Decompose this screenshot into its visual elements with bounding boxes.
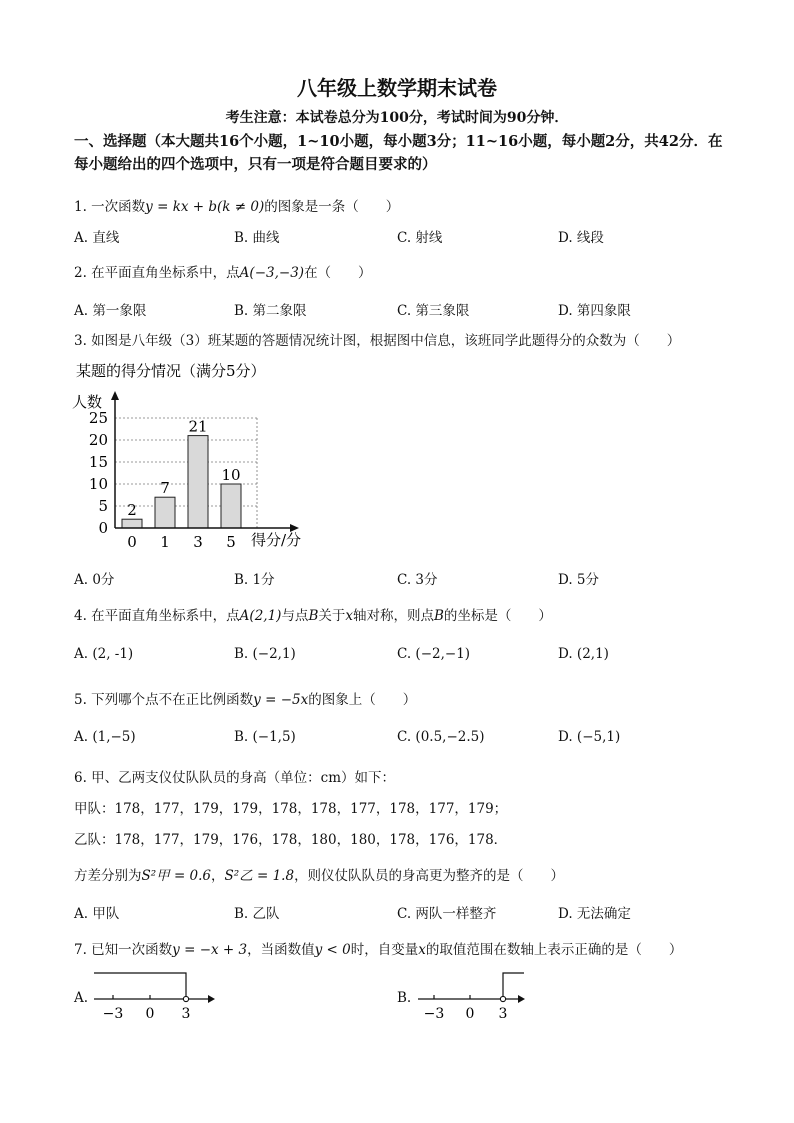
q6-option-b[interactable]: B. 乙队 — [234, 906, 280, 922]
y-tick-label: 5 — [98, 497, 108, 515]
question-6: 6. 甲、乙两支仪仗队队员的身高（单位：cm）如下： — [74, 770, 396, 786]
bar-data-label: 7 — [160, 479, 170, 498]
q7-mid: ，当函数值 — [247, 942, 315, 958]
question-1 — [74, 195, 399, 215]
q7a-tick-neg3: −3 — [102, 1006, 124, 1022]
q2-suffix: 在（ ） — [304, 265, 372, 281]
q4-formula: A(2,1) — [239, 608, 282, 624]
bar — [122, 519, 142, 528]
q3-option-b[interactable]: B. 1分 — [234, 572, 275, 588]
bar-data-label: 21 — [188, 417, 208, 436]
chart-ylabel: 人数 — [72, 393, 103, 411]
q2-option-c[interactable]: C. 第三象限 — [397, 303, 470, 319]
q7-prefix: 7. 已知一次函数 — [74, 942, 173, 958]
q3-option-d[interactable]: D. 5分 — [558, 572, 600, 588]
q4-mid2: 关于 — [318, 608, 346, 624]
q7a-tick-0: 0 — [145, 1006, 155, 1022]
q7b-tick-0: 0 — [465, 1006, 475, 1022]
bar-data-label: 2 — [127, 501, 137, 520]
q4-suffix2: 的坐标是（ ） — [443, 608, 552, 624]
chart-bars — [122, 418, 241, 528]
chart-title: 某题的得分情况（满分5分） — [76, 362, 266, 380]
q7-suffix2: 的取值范围在数轴上表示正确的是（ ） — [425, 942, 683, 958]
q6-option-d[interactable]: D. 无法确定 — [558, 906, 631, 922]
question-5 — [74, 688, 416, 708]
y-tick-label: 0 — [98, 519, 108, 537]
q5-option-a[interactable]: A. (1,−5) — [74, 729, 136, 745]
q6-team-b-data: 乙队：178，177，179，176，178，180，180，178，176，178． — [74, 832, 508, 848]
q2-option-d[interactable]: D. 第四象限 — [558, 303, 631, 319]
chart-xlabel: 得分/分 — [251, 531, 302, 549]
q6-option-a[interactable]: A. 甲队 — [74, 906, 120, 922]
q6-variance-line — [74, 864, 564, 884]
q7-formula: y = −x + 3 — [172, 942, 248, 958]
y-tick-label: 15 — [88, 453, 108, 471]
q3-option-c[interactable]: C. 3分 — [397, 572, 438, 588]
q4-suffix: 轴对称，则点 — [352, 608, 434, 624]
q7-option-b-label[interactable]: B. — [397, 990, 412, 1006]
q1-option-b[interactable]: B. 曲线 — [234, 230, 280, 246]
q2-formula: A(−3,−3) — [239, 265, 305, 281]
q7b-tick-3: 3 — [498, 1006, 508, 1022]
q7-option-b-number-line[interactable] — [412, 966, 542, 1022]
q7b-tick-neg3: −3 — [423, 1006, 445, 1022]
q7a-tick-3: 3 — [181, 1006, 191, 1022]
x-tick-label: 5 — [226, 533, 236, 551]
bar — [155, 497, 175, 528]
q6-variance-b: S²乙 = 1.8 — [224, 868, 295, 884]
q1-prefix: 1. 一次函数 — [74, 199, 146, 215]
q2-prefix: 2. 在平面直角坐标系中，点 — [74, 265, 240, 281]
q4-option-a[interactable]: A. (2, -1) — [74, 646, 134, 662]
section-heading: 一、选择题（本大题共16个小题，1~10小题，每小题3分；11~16小题，每小题2分，共42分．在每小题给出的四个选项中，只有一项是符合题目要求的） — [74, 133, 723, 173]
q3-option-a[interactable]: A. 0分 — [74, 572, 115, 588]
y-axis-arrow — [111, 391, 119, 400]
q4-mid1: 与点 — [281, 608, 309, 624]
q2-option-b[interactable]: B. 第二象限 — [234, 303, 307, 319]
q4-axis: x — [345, 608, 353, 624]
exam-title: 八年级上数学期末试卷 — [297, 76, 497, 100]
q7-option-a-label[interactable]: A. — [74, 990, 89, 1006]
q7-variable: x — [418, 942, 426, 958]
bar-data-label: 10 — [221, 466, 241, 484]
x-tick-label: 0 — [127, 533, 137, 551]
q4-option-c[interactable]: C. (−2,−1) — [397, 646, 471, 662]
q4-point-b: B — [308, 608, 319, 624]
q6-variance-a: S²甲 = 0.6 — [141, 868, 212, 884]
q4-option-d[interactable]: D. (2,1) — [558, 646, 609, 662]
y-tick-label: 20 — [88, 431, 108, 449]
q6-option-c[interactable]: C. 两队一样整齐 — [397, 906, 497, 922]
q5-prefix: 5. 下列哪个点不在正比例函数 — [74, 692, 254, 708]
q5-formula: y = −5x — [253, 692, 309, 708]
q5-option-b[interactable]: B. (−1,5) — [234, 729, 296, 745]
question-2 — [74, 261, 372, 281]
question-7 — [74, 938, 682, 958]
q1-suffix: 的图象是一条（ ） — [264, 199, 400, 215]
q1-formula: y = kx + b(k ≠ 0) — [145, 199, 265, 215]
q5-option-c[interactable]: C. (0.5,−2.5) — [397, 729, 485, 745]
bar — [221, 484, 241, 528]
question-4 — [74, 604, 552, 624]
q4-point-b2: B — [433, 608, 444, 624]
q6-separator: ， — [211, 868, 225, 884]
q6-team-a-data: 甲队：178，177，179，179，178，178，177，178，177，179； — [74, 801, 508, 817]
q6-variance-prefix: 方差分别为 — [74, 868, 142, 884]
q5-suffix: 的图象上（ ） — [308, 692, 417, 708]
q7-condition: y < 0 — [314, 942, 351, 958]
exam-notice: 考生注意：本试卷总分为100分，考试时间为90分钟． — [225, 110, 569, 126]
bar — [188, 436, 208, 528]
q7-suffix: 时，自变量 — [350, 942, 419, 958]
q4-prefix: 4. 在平面直角坐标系中，点 — [74, 608, 240, 624]
q1-option-a[interactable]: A. 直线 — [74, 230, 120, 246]
q4-option-b[interactable]: B. (−2,1) — [234, 646, 296, 662]
q1-option-d[interactable]: D. 线段 — [558, 230, 604, 246]
score-bar-chart — [70, 358, 330, 558]
x-tick-label: 1 — [160, 533, 170, 551]
q2-option-a[interactable]: A. 第一象限 — [74, 303, 147, 319]
y-tick-label: 25 — [88, 409, 108, 427]
q7-option-a-number-line[interactable] — [88, 966, 218, 1022]
q6-variance-suffix: ，则仪仗队队员的身高更为整齐的是（ ） — [294, 868, 565, 884]
y-tick-label: 10 — [88, 475, 108, 493]
question-3: 3. 如图是八年级（3）班某题的答题情况统计图，根据图中信息，该班同学此题得分的众数为（ ） — [74, 333, 681, 349]
q5-option-d[interactable]: D. (−5,1) — [558, 729, 621, 745]
x-tick-label: 3 — [193, 533, 203, 551]
q1-option-c[interactable]: C. 射线 — [397, 230, 443, 246]
